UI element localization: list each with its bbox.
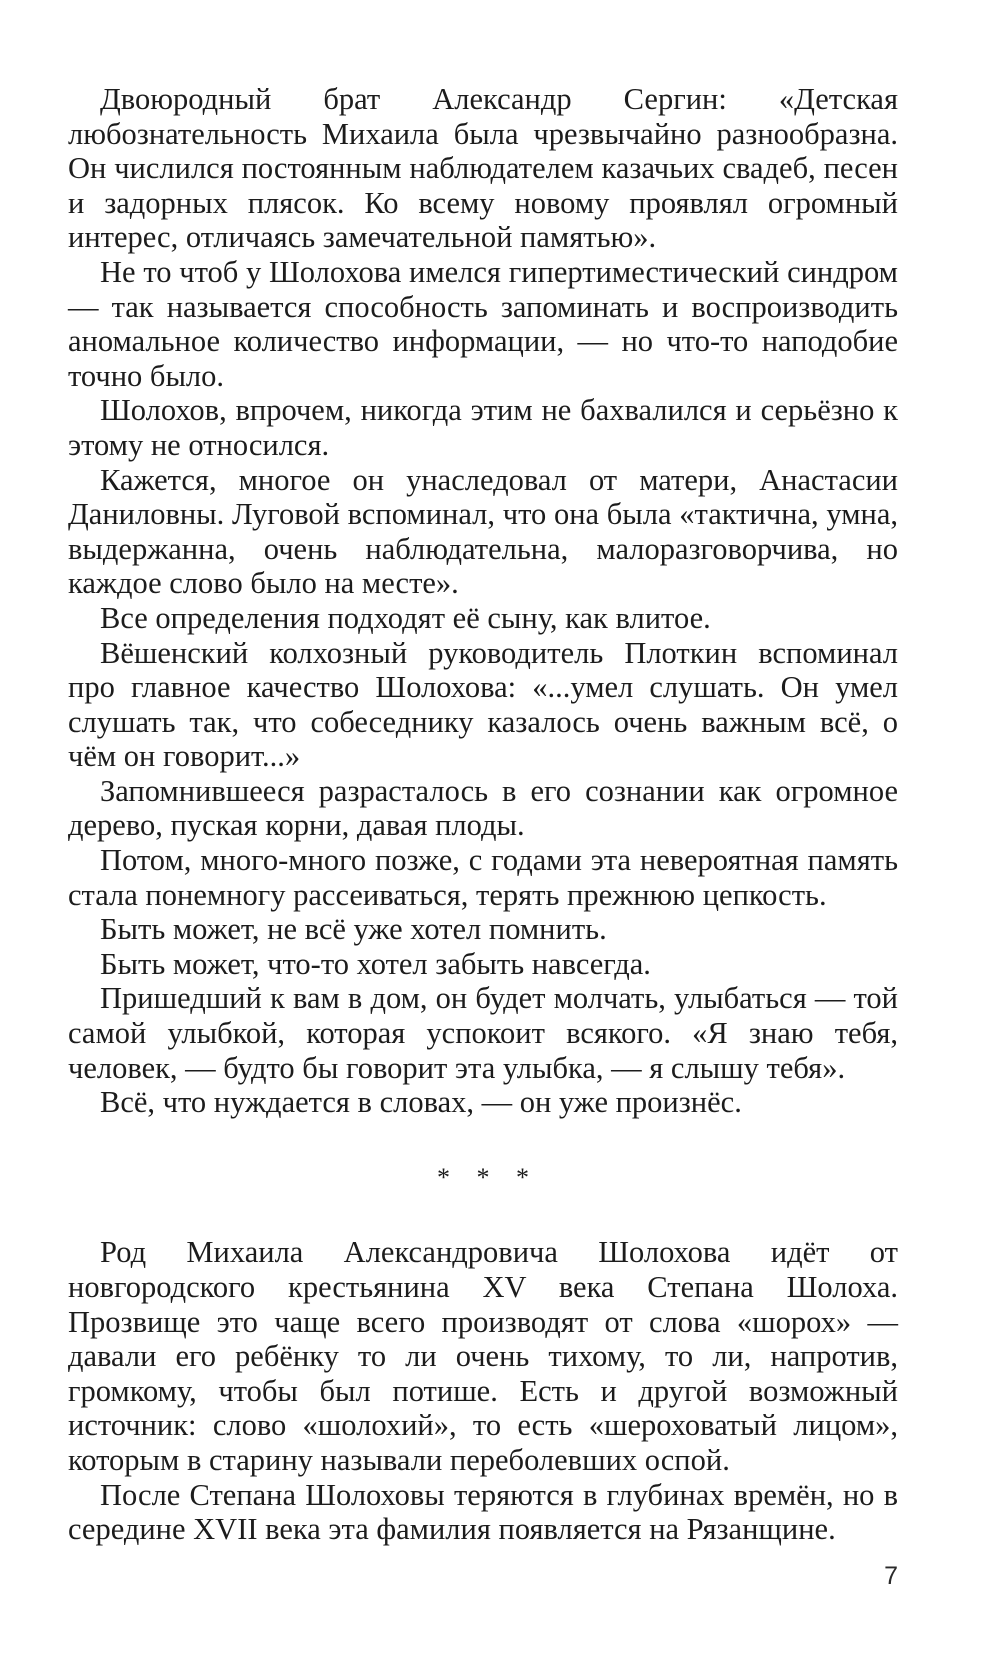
paragraph: Быть может, что-то хотел забыть навсегда. (100, 946, 651, 981)
book-page (68, 82, 898, 1547)
paragraph: Все определения подходят её сыну, как влитое. (100, 600, 711, 635)
paragraph: После Степана Шолоховы теряются в глубинах времён, но в середине XVII века эта фамилия появляется на Рязанщине. (68, 1477, 898, 1547)
paragraph: Не то чтоб у Шолохова имелся гипертиместический синдром — так называется способность запоминать и воспроизводить аномальное количество информации, — но что-то наподобие точно было. (68, 254, 898, 393)
paragraph: Кажется, многое он унаследовал от матери, Анастасии Даниловны. Луговой вспоминал, что она была «тактична, умна, выдержанна, очень наблюдательна, малоразговорчива, но каждое слово было на месте». (68, 462, 898, 601)
text-section-1 (68, 82, 898, 1120)
paragraph: Быть может, не всё уже хотел помнить. (100, 912, 607, 947)
paragraph: Вёшенский колхозный руководитель Плоткин вспоминал про главное качество Шолохова: «...умел слушать. Он умел слушать так, что собеседнику казалось очень важным всё, о чём он говорит...» (68, 635, 898, 774)
paragraph: Всё, что нуждается в словах, — он уже произнёс. (100, 1085, 742, 1120)
paragraph: Запомнившееся разрасталось в его сознании как огромное дерево, пуская корни, давая плоды. (68, 773, 898, 843)
paragraph: Потом, много-много позже, с годами эта невероятная память стала понемногу рассеиваться, терять прежнюю цепкость. (68, 843, 898, 912)
paragraph: Пришедший к вам в дом, он будет молчать, улыбаться — той самой улыбкой, которая успокоит всякого. «Я знаю тебя, человек, — будто бы говорит эта улыбка, — я слышу тебя». (68, 981, 898, 1085)
paragraph: Род Михаила Александровича Шолохова идёт от новгородского крестьянина XV века Степана Шолоха. Прозвище это чаще всего производят от слова «шорох» — давали его ребёнку то ли очень тихому, то ли, напротив, громкому, чтобы был потише. Есть и другой возможный источник: слово «шолохий», то есть «шероховатый лицом», которым в старину называли переболевших оспой. (68, 1235, 898, 1477)
text-section-2 (68, 1235, 898, 1546)
paragraph: Шолохов, впрочем, никогда этим не бахвалился и серьёзно к этому не относился. (68, 393, 898, 462)
paragraph: Двоюродный брат Александр Сергин: «Детская любознательность Михаила была чрезвычайно разнообразна. Он числился постоянным наблюдателем казачьих свадеб, песен и задорных плясок. Ко всему новому проявлял огромный интерес, отличаясь замечательной памятью». (68, 82, 898, 255)
section-break-asterisks: * * * (437, 1162, 539, 1192)
page-number: 7 (884, 1562, 898, 1590)
